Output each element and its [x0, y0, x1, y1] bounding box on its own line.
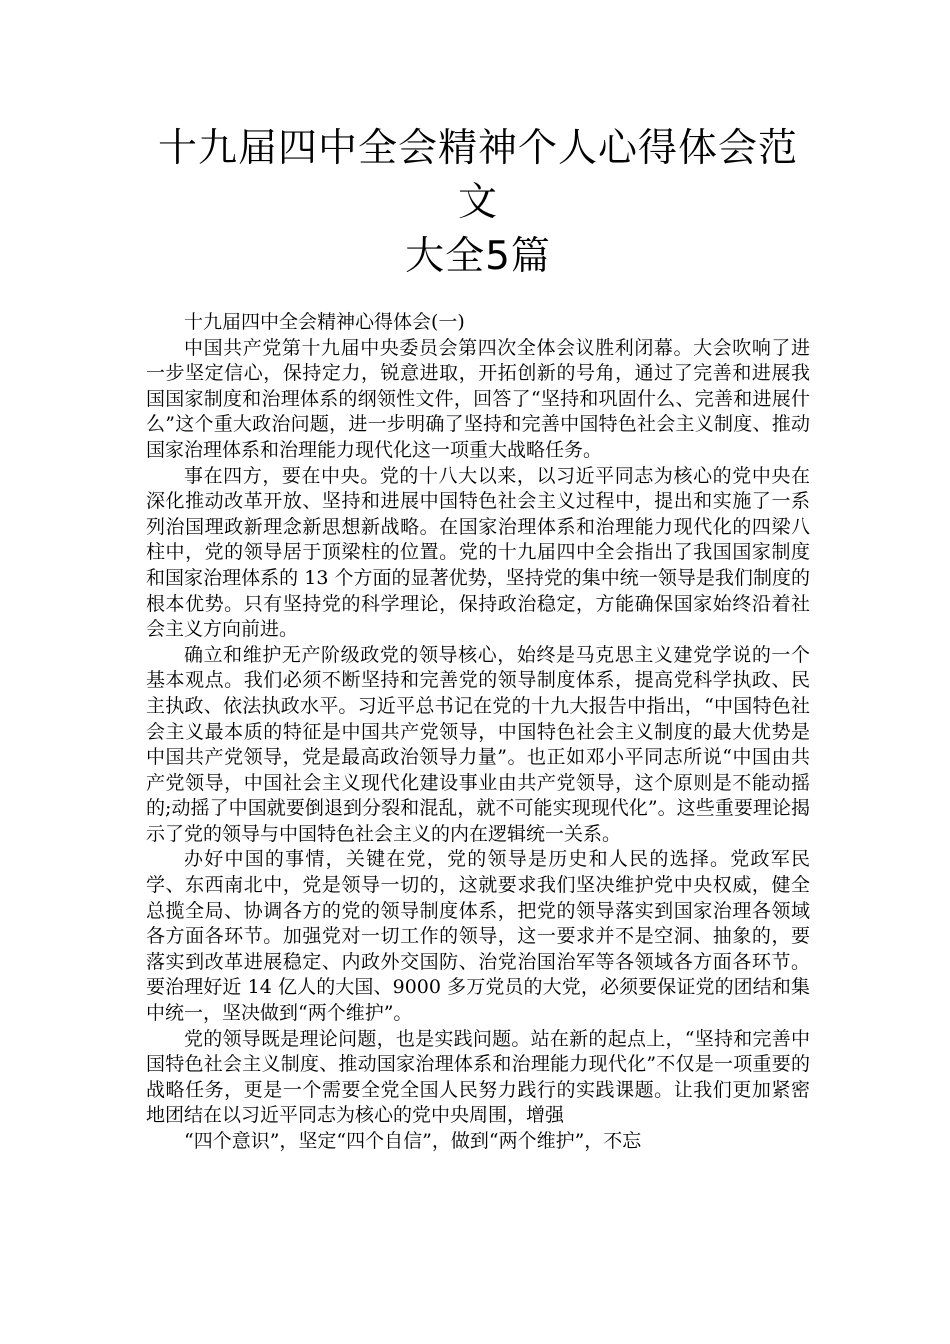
paragraph-4: 办好中国的事情，关键在党，党的领导是历史和人民的选择。党政军民学、东西南北中，党是领导一切的，这就要求我们坚决维护党中央权威，健全总揽全局、协调各方的党的领导制度体系，把党的领导落实到国家治理各领域各方面各环节。加强党对一切工作的领导，这一要求并不是空洞、抽象的，要落实到改革进展稳定、内政外交国防、治党治国治军等各领域各方面各环节。要治理好近 14 亿人的大国、9000 多万党员的大党，必须要保证党的团结和集中统一，坚决做到“两个维护”。 — [146, 848, 810, 1025]
paragraph-3: 确立和维护无产阶级政党的领导核心，始终是马克思主义建党学说的一个基本观点。我们必须不断坚持和完善党的领导制度体系，提高党科学执政、民主执政、依法执政水平。习近平总书记在党的十九大报告中指出，“中国特色社会主义最本质的特征是中国共产党领导，中国特色社会主义制度的最大优势是中国共产党领导，党是最高政治领导力量”。也正如邓小平同志所说“中国由共产党领导，中国社会主义现代化建设事业由共产党领导，这个原则是不能动摇的;动摇了中国就要倒退到分裂和混乱，就不可能实现现代化”。这些重要理论揭示了党的领导与中国特色社会主义的内在逻辑统一关系。 — [146, 643, 810, 845]
title-line-1: 十九届四中全会精神个人心得体会范文 — [157, 126, 798, 225]
paragraph-6: “四个意识”，坚定“四个自信”，做到“两个维护”，不忘 — [184, 1130, 642, 1152]
document-body — [146, 310, 810, 1155]
paragraph-1: 中国共产党第十九届中央委员会第四次全体会议胜利闭幕。大会吹响了进一步坚定信心，保持定力，锐意进取，开拓创新的号角，通过了完善和进展我国国家制度和治理体系的纲领性文件，回答了“坚持和巩固什么、完善和进展什么”这个重大政治问题，进一步明确了坚持和完善中国特色社会主义制度、推动国家治理体系和治理能力现代化这一项重大战略任务。 — [146, 336, 810, 461]
section-subheading: 十九届四中全会精神心得体会(一) — [184, 311, 465, 333]
document-page — [146, 122, 810, 1155]
paragraph-2: 事在四方，要在中央。党的十八大以来，以习近平同志为核心的党中央在深化推动改革开放、坚持和进展中国特色社会主义过程中，提出和实施了一系列治国理政新理念新思想新战略。在国家治理体系和治理能力现代化的四梁八柱中，党的领导居于顶梁柱的位置。党的十九届四中全会指出了我国国家制度和国家治理体系的 13 个方面的显著优势，坚持党的集中统一领导是我们制度的根本优势。只有坚持党的科学理论，保持政治稳定，方能确保国家始终沿着社会主义方向前进。 — [146, 464, 810, 641]
paragraph-5: 党的领导既是理论问题，也是实践问题。站在新的起点上，“坚持和完善中国特色社会主义制度、推动国家治理体系和治理能力现代化”不仅是一项重要的战略任务，更是一个需要全党全国人民努力践行的实践课题。让我们更加紧密地团结在以习近平同志为核心的党中央周围，增强 — [146, 1027, 810, 1127]
document-title — [146, 122, 810, 284]
title-line-2: 大全5篇 — [405, 234, 551, 279]
